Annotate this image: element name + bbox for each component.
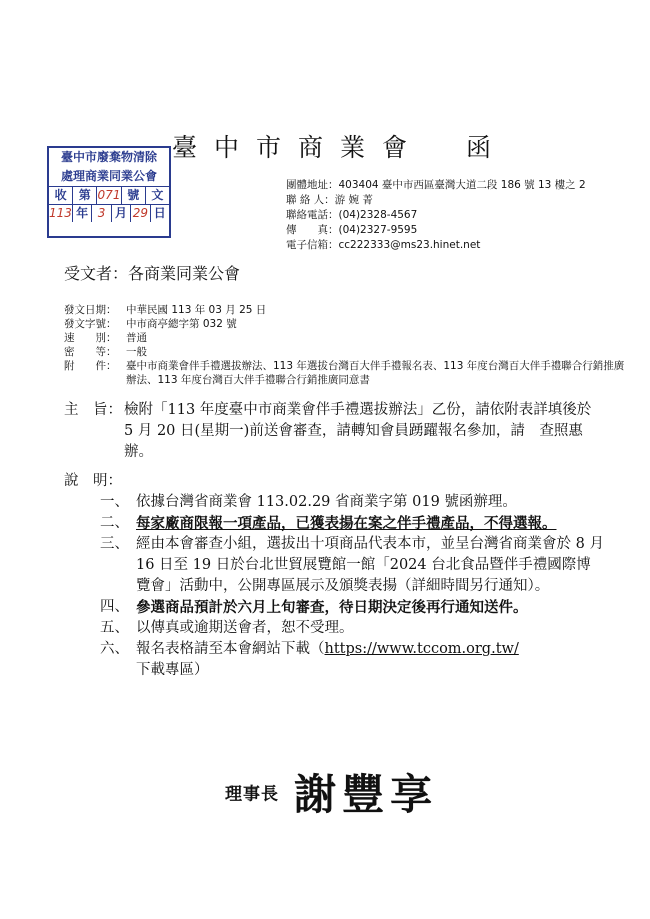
explain-item-2 xyxy=(100,513,604,534)
meta-row-number xyxy=(64,317,626,331)
stamp-cell: 年 xyxy=(73,205,92,222)
document-body xyxy=(64,400,604,681)
meta-value: 中市商亭總字第 032 號 xyxy=(126,318,237,330)
meta-row-date xyxy=(64,303,626,317)
meta-label: 發文日期： xyxy=(64,304,117,316)
item-number: 一、 xyxy=(100,494,129,510)
stamp-cell: 號 xyxy=(122,187,146,204)
stamp-cell: 月 xyxy=(112,205,131,222)
meta-row-attachments xyxy=(64,359,626,387)
meta-row-speed xyxy=(64,331,626,345)
explain-item-4 xyxy=(100,597,604,618)
explain-label: 說 明： xyxy=(64,473,122,489)
recipient: 受文者：各商業同業公會 xyxy=(64,264,241,283)
signature-role: 理事長 xyxy=(225,784,279,805)
stamp-cell-handwritten: 071 xyxy=(97,188,121,202)
stamp-row-number xyxy=(49,186,169,204)
contact-email: 電子信箱：cc222333@ms23.hinet.net xyxy=(286,239,481,251)
meta-value: 一般 xyxy=(126,346,147,358)
stamp-cell-handwritten: 29 xyxy=(131,205,150,222)
stamp-cell: 第 xyxy=(73,187,97,204)
website-link[interactable]: https://www.tccom.org.tw/ xyxy=(324,641,519,657)
meta-label: 密 等： xyxy=(64,346,117,358)
meta-value: 臺中市商業會伴手禮選拔辦法、113 年選拔台灣百大伴手禮報名表、113 年度台灣百大伴手禮聯合行銷推廣辦法、113 年度台灣百大伴手禮聯合行銷推廣同意書 xyxy=(126,360,625,386)
item-text: 以傳真或逾期送會者，恕不受理。 xyxy=(136,620,354,636)
stamp-row-date xyxy=(49,204,169,222)
item-number: 六、 xyxy=(100,641,129,657)
item-number: 二、 xyxy=(100,515,129,531)
explain-item-6 xyxy=(100,639,604,681)
explain-item-1 xyxy=(100,492,604,513)
received-stamp xyxy=(47,146,171,238)
item-text-post: 下載專區） xyxy=(136,662,209,678)
item-text xyxy=(136,639,604,681)
meta-label: 附 件： xyxy=(64,360,117,372)
contact-block xyxy=(286,178,586,253)
explain-item-5 xyxy=(100,618,604,639)
stamp-line-2: 處理商業同業公會 xyxy=(60,169,157,183)
meta-value: 普通 xyxy=(126,332,147,344)
item-number: 三、 xyxy=(100,536,129,552)
item-number: 四、 xyxy=(100,599,129,615)
subject-text: 檢附「113 年度臺中市商業會伴手禮選拔辦法」乙份，請依附表詳填後於 5 月 20 日(星期一)前送會審查，請轉知會員踴躍報名參加，請 查照惠辦。 xyxy=(124,402,592,460)
explain-item-3 xyxy=(100,534,604,597)
stamp-cell-handwritten: 113 xyxy=(49,206,72,220)
stamp-cell-handwritten: 3 xyxy=(92,205,111,222)
contact-phone: 聯絡電話：(04)2328-4567 xyxy=(286,209,418,221)
item-text: 每家廠商限報一項產品，已獲表揚在案之伴手禮產品，不得選報。 xyxy=(136,515,557,532)
meta-label: 發文字號： xyxy=(64,318,117,330)
meta-row-security xyxy=(64,345,626,359)
item-text: 經由本會審查小組，選拔出十項商品代表本市，並呈台灣省商業會於 8 月 16 日至 19 日於台北世貿展覽館一館「2024 台北食品暨伴手禮國際博覽會」活動中，公開專區展示及頒獎表揚（詳細時間另行通知）。 xyxy=(136,536,604,594)
stamp-cell: 日 xyxy=(153,206,166,220)
item-number: 五、 xyxy=(100,620,129,636)
contact-fax: 傳 真：(04)2327-9595 xyxy=(286,224,418,236)
stamp-line-1: 臺中市廢棄物清除 xyxy=(60,150,157,164)
document-title: 臺中市商業會 函 xyxy=(172,133,509,162)
contact-address: 團體地址：403404 臺中市西區臺灣大道二段 186 號 13 樓之 2 xyxy=(286,179,586,191)
item-text: 參選商品預計於六月上旬審查，待日期決定後再行通知送件。 xyxy=(136,599,528,616)
item-text-pre: 報名表格請至本會網站下載（ xyxy=(136,641,325,657)
item-text: 依據台灣省商業會 113.02.29 省商業字第 019 號函辦理。 xyxy=(136,494,517,510)
subject-label: 主 旨： xyxy=(64,402,122,418)
meta-label: 速 別： xyxy=(64,332,117,344)
meta-value: 中華民國 113 年 03 月 25 日 xyxy=(126,304,267,316)
subject xyxy=(64,400,604,463)
contact-person: 聯 絡 人：游 婉 菁 xyxy=(286,194,373,206)
stamp-cell: 收 xyxy=(49,187,73,204)
signature-name: 謝豐享 xyxy=(294,770,439,819)
signature xyxy=(225,762,438,822)
stamp-cell: 文 xyxy=(151,188,164,202)
document-meta xyxy=(64,303,626,387)
